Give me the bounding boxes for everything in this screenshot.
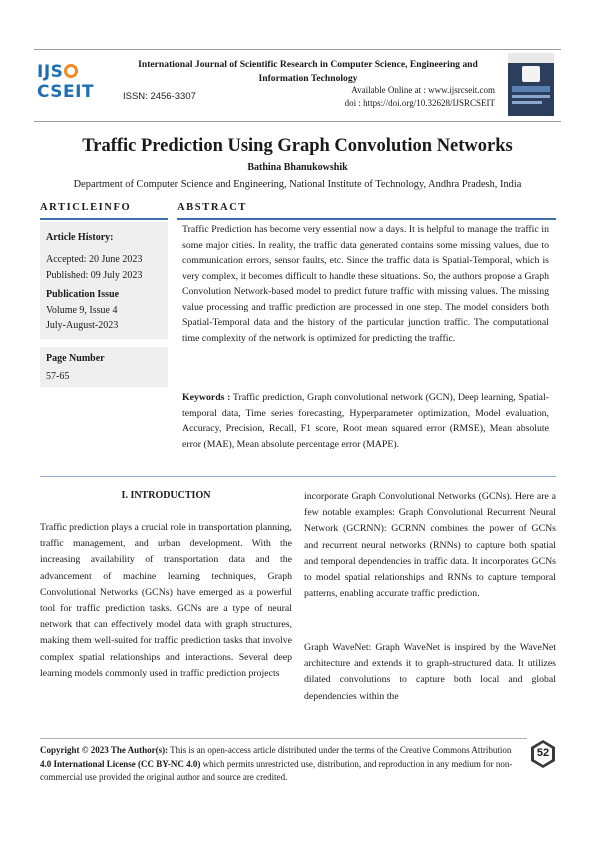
journal-title: International Journal of Scientific Research in Computer Science, Engineering and Information Technology	[138, 59, 478, 84]
page-number-label: Page Number	[46, 353, 105, 364]
copyright-text-2: which permits unrestricted use, distribution, and reproduction in any medium for non-commercial use provided the original author and source are credited.	[40, 758, 513, 782]
copyright-text: This is an open-access article distributed under the terms of the Creative Commons Attribution	[168, 745, 512, 755]
copyright-notice	[40, 744, 524, 785]
article-info-rule	[40, 218, 168, 220]
section-divider	[40, 476, 556, 477]
journal-cover-image	[508, 53, 554, 116]
intro-right-paragraph-2: Graph WaveNet: Graph WaveNet is inspired by the WaveNet architecture and extends it to graph-structured data. It utilizes dilated convolutions to capture both local and global dependencies within the	[304, 642, 556, 702]
paper-title: Traffic Prediction Using Graph Convolution Networks	[82, 136, 513, 156]
logo-text-ijsr: IJS	[37, 62, 64, 82]
journal-logo	[37, 62, 103, 104]
doi-link[interactable]: doi : https://doi.org/10.32628/IJSRCSEIT	[344, 98, 495, 108]
publication-issue-label: Publication Issue	[46, 289, 120, 300]
author-name: Bathina Bhanukowshik	[247, 162, 348, 173]
page-range: 57-65	[46, 371, 70, 382]
volume-issue: Volume 9, Issue 4	[46, 305, 118, 316]
license-name[interactable]: 4.0 International License (CC BY-NC 4.0)	[40, 758, 201, 769]
page-number-badge	[530, 739, 556, 769]
logo-ring-icon	[64, 64, 78, 78]
header-bottom-rule	[34, 121, 561, 122]
footer-rule	[40, 738, 527, 739]
issn: ISSN: 2456-3307	[123, 91, 196, 102]
header-top-rule	[34, 49, 561, 50]
page-number: 52	[536, 747, 550, 759]
available-online[interactable]: Available Online at : www.ijsrcseit.com	[351, 85, 495, 95]
introduction-heading: I. INTRODUCTION	[121, 490, 211, 501]
intro-left-paragraph: Traffic prediction plays a crucial role in transportation planning, traffic management, and urban development. With the increasing availability of transportation data and the advancement of machine learning techniques, Graph Convolutional Networks (GCNs) have emerged as a powerful tool for traffic prediction tasks. GCNs are a type of neural network that can effectively model data with graph structures, making them well-suited for traffic prediction tasks that involve complex spatial relationships and interactions. Several deep learning models commonly used in traffic prediction projects	[40, 522, 292, 679]
author-affiliation: Department of Computer Science and Engineering, National Institute of Technology, Andhra Pradesh, India	[73, 179, 522, 190]
journal-links	[315, 84, 495, 110]
intro-right-paragraph-1: incorporate Graph Convolutional Networks (GCNs). Here are a few notable examples: Graph Convolutional Recurrent Neural Network (GCRNN): GCRNN combines the power of GCNs and recurrent neural networks (RNNs) to capture both spatial and temporal dependencies in traffic data. It incorporates GCNs to model spatial relationships and RNNs to capture temporal patterns, enabling accurate traffic prediction.	[304, 491, 556, 600]
issue-months: July-August-2023	[46, 320, 119, 331]
logo-text-cseit: CSEIT	[37, 82, 95, 102]
copyright-label: Copyright © 2023 The Author(s):	[40, 745, 169, 755]
keywords	[182, 390, 549, 452]
article-history-label: Article History:	[46, 232, 114, 243]
article-info-heading: ARTICLEINFO	[40, 202, 132, 213]
published-date: Published: 09 July 2023	[46, 270, 143, 281]
abstract-text: Traffic Prediction has become very essential now a days. It is helpful to manage the traffic in some major cities. In reality, the traffic data generated contains some missing values, due to communication errors, sensor faults, etc. Since the traffic data is Spatial-Temporal, which is very complex, it becomes difficult to handle these situations. So, the authors propose a Graph Convolution Network-based model to predict future traffic with missing values. The missing value processing and traffic prediction are processed in one step. The model considers both Spatial-Temporal data and the history of the particular junction traffic. The computational time complexity of the network is optimized for predicting the traffic.	[182, 224, 549, 344]
accepted-date: Accepted: 20 June 2023	[46, 254, 143, 265]
keywords-text: Traffic prediction, Graph convolutional network (GCN), Deep learning, Spatial-temporal data, Time series forecasting, Hyperparameter optimization, Model evaluation, Accuracy, Precision, Recall, F1 score, Root mean squared error (RMSE), Mean absolute error (MAE), Mean absolute percentage error (MAPE).	[182, 392, 549, 450]
keywords-label: Keywords :	[182, 392, 231, 403]
abstract-rule	[177, 218, 556, 220]
abstract-heading: ABSTRACT	[177, 202, 247, 213]
